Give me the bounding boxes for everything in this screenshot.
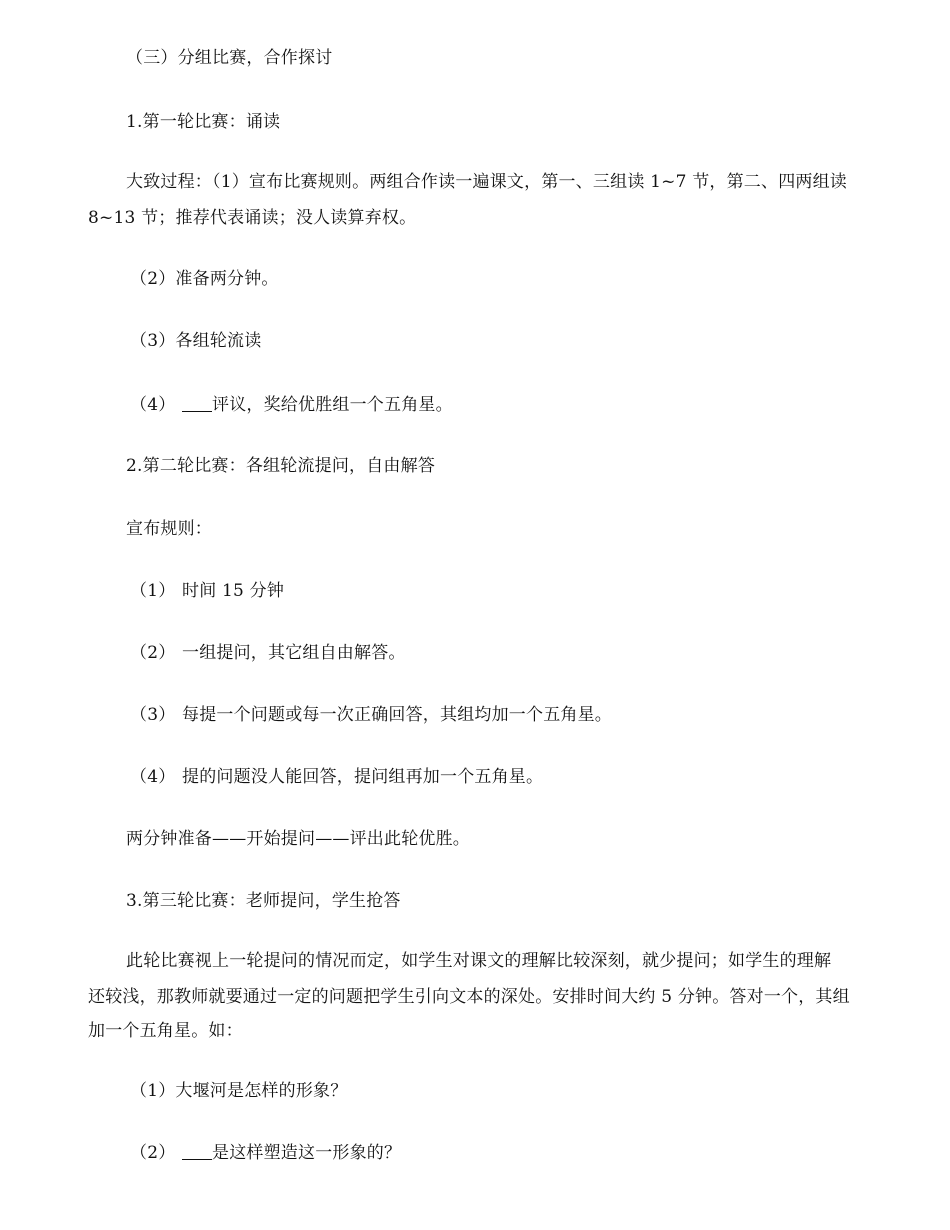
- rule-text: 一组提问，其它组自由解答。: [182, 643, 406, 663]
- round3-title: 3.第三轮比赛：老师提问，学生抢答: [126, 891, 401, 911]
- round1-step2: （2）准备两分钟。: [130, 269, 279, 289]
- round2-rule: [130, 704, 612, 726]
- rule-number: （1）: [130, 581, 176, 601]
- round2-rule: [130, 580, 284, 602]
- section-heading: （三）分组比赛，合作探讨: [126, 48, 333, 68]
- rule-number: （3）: [130, 705, 176, 725]
- round1-process-line2: 8~13 节；推荐代表诵读；没人读算弃权。: [88, 208, 417, 228]
- round2-rules-label: 宣布规则：: [126, 519, 212, 539]
- round1-title: 1.第一轮比赛：诵读: [126, 112, 281, 132]
- round2-flow: 两分钟准备——开始提问——评出此轮优胜。: [126, 829, 470, 849]
- rule-number: （2）: [130, 643, 176, 663]
- q2-number: （2）: [130, 1143, 176, 1163]
- step4-number: （4）: [130, 395, 176, 415]
- fill-blank: [182, 1143, 212, 1160]
- round2-title: 2.第二轮比赛：各组轮流提问，自由解答: [126, 456, 436, 476]
- rule-number: （4）: [130, 767, 176, 787]
- round3-para-line3: 加一个五角星。如：: [88, 1021, 243, 1041]
- rule-text: 每提一个问题或每一次正确回答，其组均加一个五角星。: [182, 705, 612, 725]
- rule-text: 提的问题没人能回答，提问组再加一个五角星。: [182, 767, 544, 787]
- round2-rule: [130, 642, 406, 664]
- round3-para-line2: 还较浅，那教师就要通过一定的问题把学生引向文本的深处。安排时间大约 5 分钟。答对一个，其组: [88, 987, 850, 1007]
- fill-blank: [182, 395, 212, 412]
- step4-text: 评议，奖给优胜组一个五角星。: [212, 395, 453, 415]
- round1-step3: （3）各组轮流读: [130, 331, 262, 351]
- round3-question2: [130, 1142, 401, 1164]
- q2-text: 是这样塑造这一形象的？: [212, 1143, 402, 1163]
- round3-para-line1: 此轮比赛视上一轮提问的情况而定，如学生对课文的理解比较深刻，就少提问；如学生的理解: [126, 951, 832, 971]
- round1-step4: [130, 394, 453, 416]
- round2-rule: [130, 766, 543, 788]
- rule-text: 时间 15 分钟: [182, 581, 285, 601]
- round1-process-line1: 大致过程：（1）宣布比赛规则。两组合作读一遍课文，第一、三组读 1~7 节，第二、四两组读: [126, 172, 847, 192]
- round3-question1: （1）大堰河是怎样的形象？: [130, 1081, 348, 1101]
